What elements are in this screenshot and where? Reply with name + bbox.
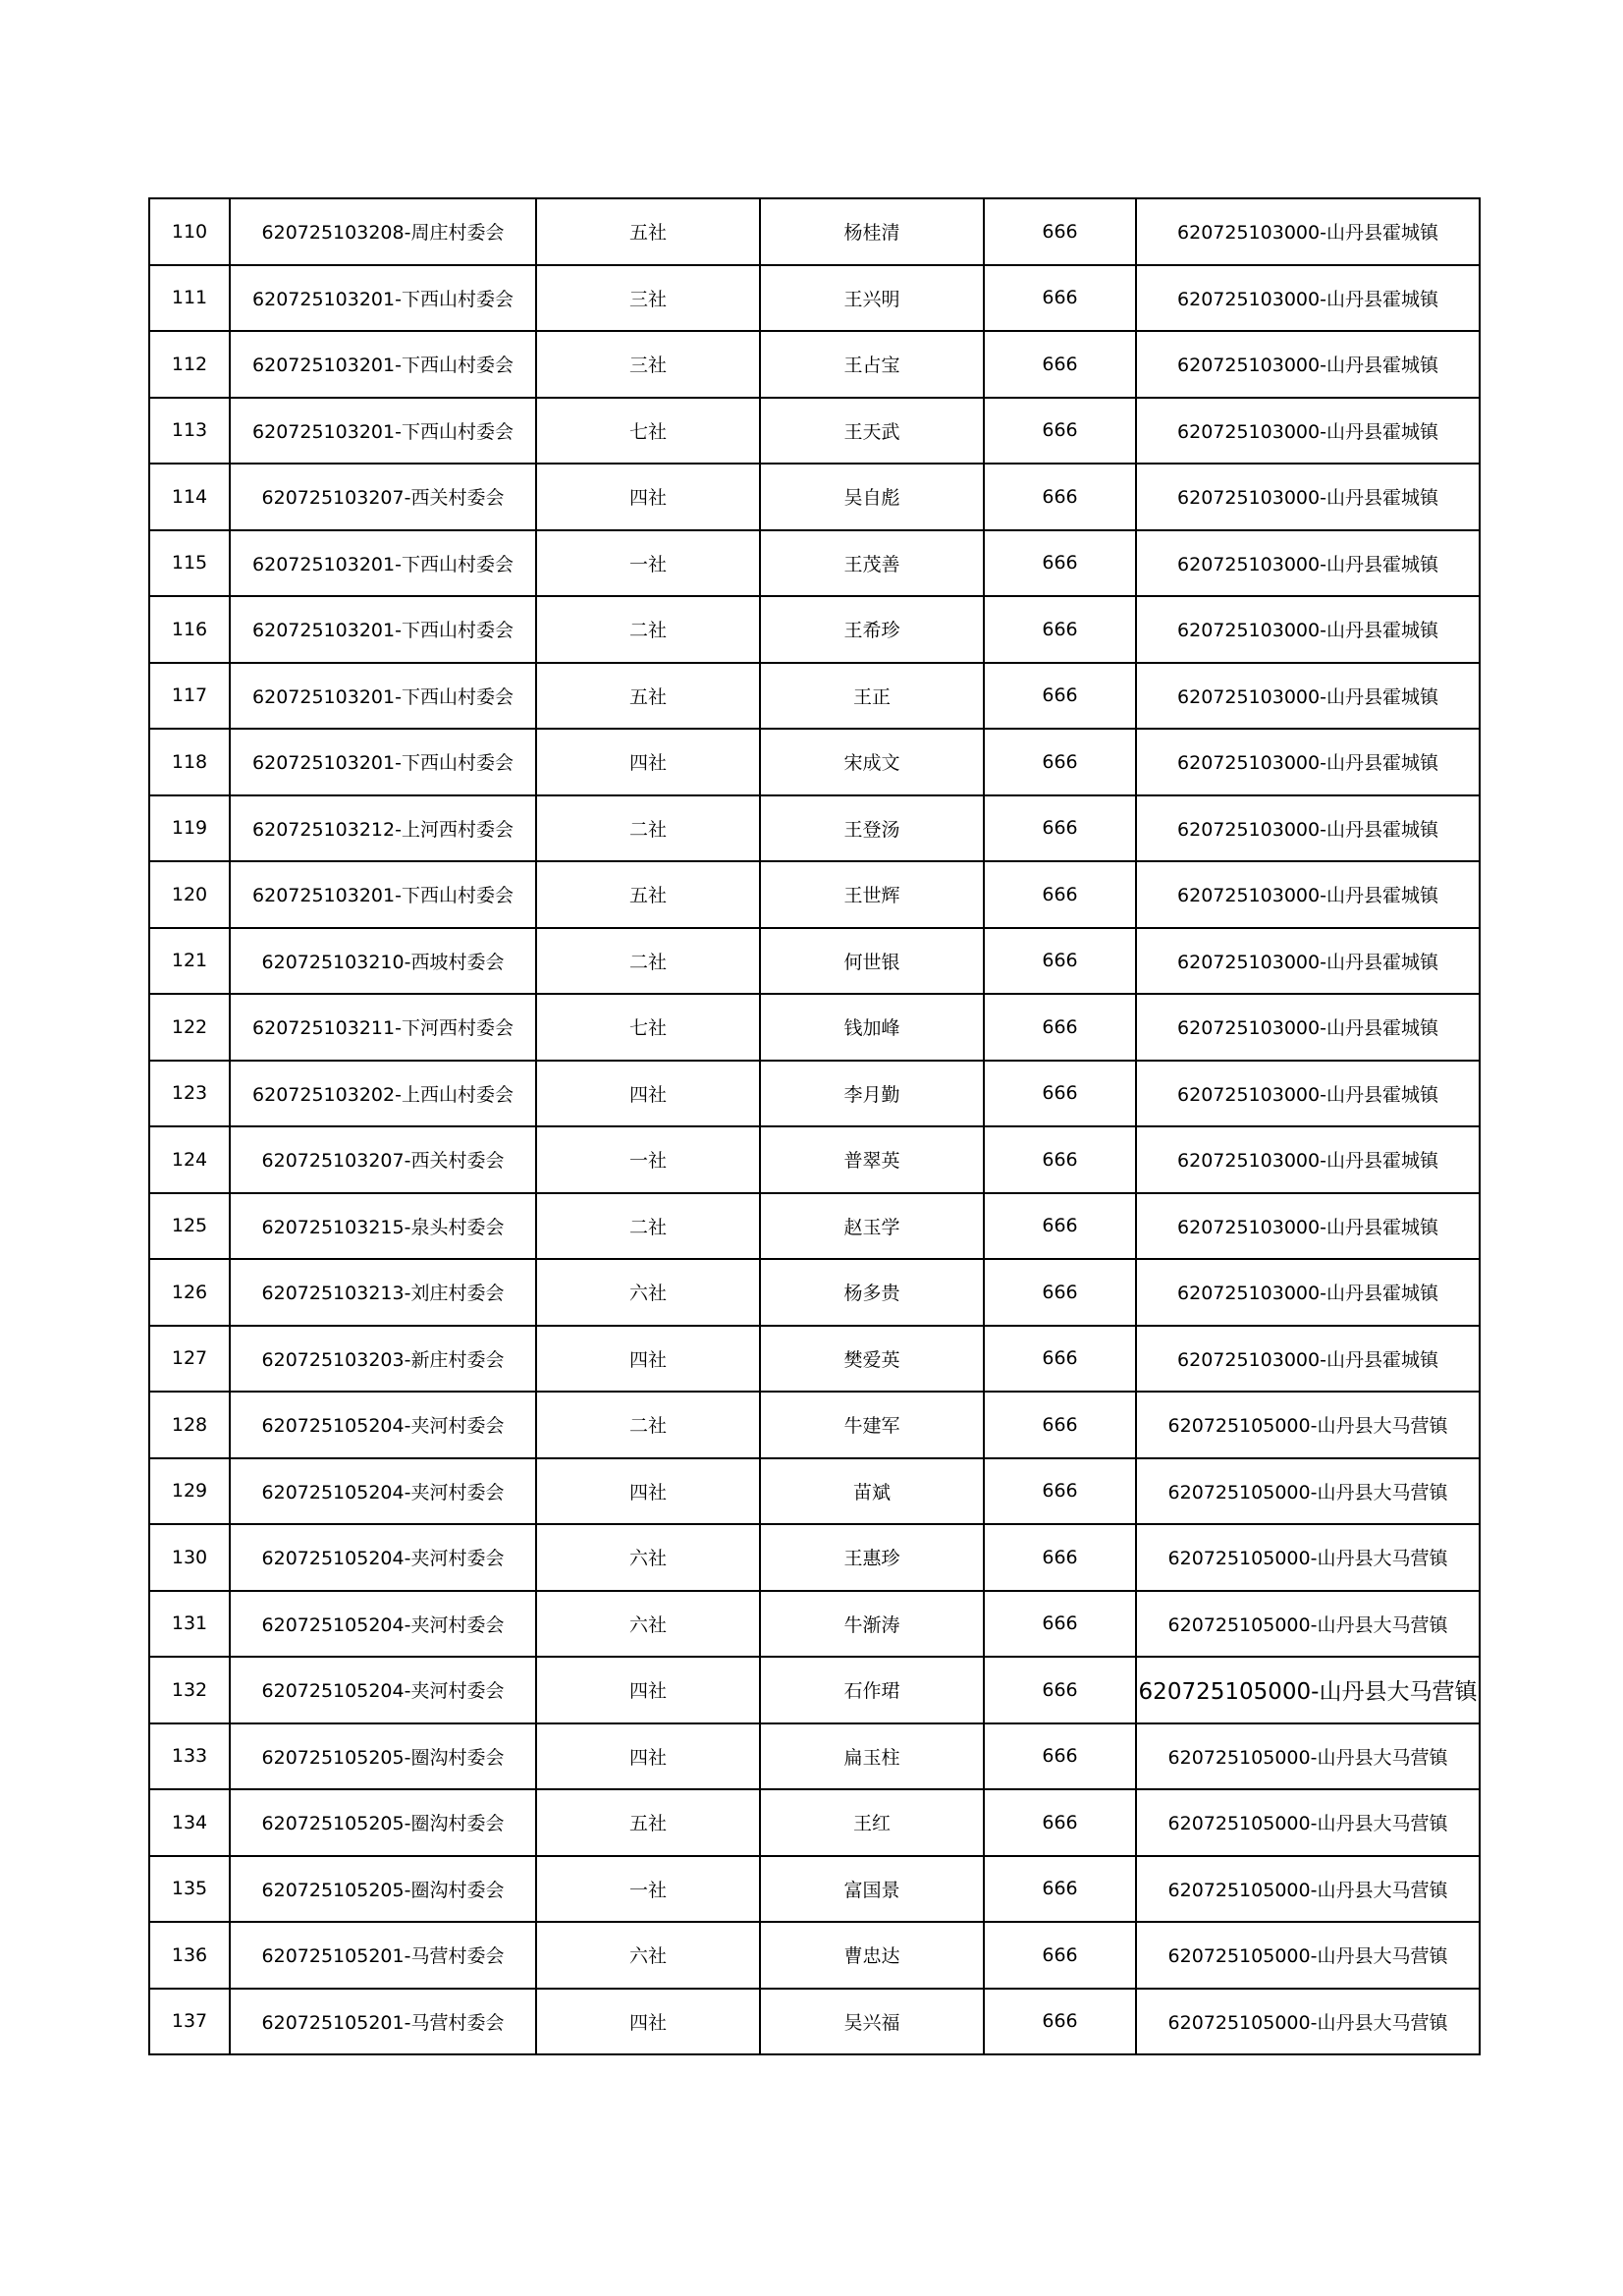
table-row — [149, 398, 1480, 465]
cell-village-committee: 620725105205-圈沟村委会 — [230, 1723, 536, 1790]
cell-village-committee: 620725105204-夹河村委会 — [230, 1524, 536, 1591]
cell-amount: 666 — [984, 795, 1136, 862]
cell-town: 620725103000-山丹县霍城镇 — [1136, 265, 1480, 332]
table-row — [149, 331, 1480, 398]
cell-row-number: 122 — [149, 994, 230, 1061]
table-row — [149, 1524, 1480, 1591]
cell-amount: 666 — [984, 729, 1136, 795]
cell-town: 620725103000-山丹县霍城镇 — [1136, 1126, 1480, 1193]
cell-town: 620725105000-山丹县大马营镇 — [1136, 1657, 1480, 1723]
cell-town: 620725105000-山丹县大马营镇 — [1136, 1392, 1480, 1458]
cell-village-committee: 620725103201-下西山村委会 — [230, 398, 536, 465]
table-row — [149, 1657, 1480, 1723]
cell-row-number: 125 — [149, 1193, 230, 1260]
table-row — [149, 1392, 1480, 1458]
cell-group: 一社 — [536, 530, 760, 597]
cell-village-committee: 620725103201-下西山村委会 — [230, 530, 536, 597]
cell-village-committee: 620725105201-马营村委会 — [230, 1922, 536, 1989]
cell-row-number: 114 — [149, 464, 230, 530]
cell-village-committee: 620725105204-夹河村委会 — [230, 1458, 536, 1525]
table-row — [149, 464, 1480, 530]
cell-amount: 666 — [984, 1392, 1136, 1458]
cell-group: 七社 — [536, 994, 760, 1061]
cell-amount: 666 — [984, 1061, 1136, 1127]
cell-row-number: 117 — [149, 663, 230, 730]
cell-town: 620725103000-山丹县霍城镇 — [1136, 729, 1480, 795]
cell-village-committee: 620725103207-西关村委会 — [230, 464, 536, 530]
cell-row-number: 115 — [149, 530, 230, 597]
table-row — [149, 1259, 1480, 1326]
cell-amount: 666 — [984, 596, 1136, 663]
table-row — [149, 1989, 1480, 2055]
cell-group: 五社 — [536, 663, 760, 730]
cell-town: 620725103000-山丹县霍城镇 — [1136, 795, 1480, 862]
table-row — [149, 265, 1480, 332]
cell-village-committee: 620725103207-西关村委会 — [230, 1126, 536, 1193]
cell-row-number: 112 — [149, 331, 230, 398]
cell-amount: 666 — [984, 1591, 1136, 1658]
cell-row-number: 121 — [149, 928, 230, 995]
cell-village-committee: 620725103201-下西山村委会 — [230, 265, 536, 332]
cell-group: 四社 — [536, 1657, 760, 1723]
cell-town: 620725103000-山丹县霍城镇 — [1136, 1259, 1480, 1326]
cell-amount: 666 — [984, 861, 1136, 928]
cell-town: 620725103000-山丹县霍城镇 — [1136, 530, 1480, 597]
cell-name: 王希珍 — [760, 596, 984, 663]
cell-group: 四社 — [536, 1326, 760, 1393]
table-row — [149, 861, 1480, 928]
table-row — [149, 1922, 1480, 1989]
cell-name: 王正 — [760, 663, 984, 730]
cell-village-committee: 620725103201-下西山村委会 — [230, 331, 536, 398]
roster-table — [148, 197, 1481, 2055]
cell-village-committee: 620725103213-刘庄村委会 — [230, 1259, 536, 1326]
cell-name: 杨多贵 — [760, 1259, 984, 1326]
cell-town: 620725103000-山丹县霍城镇 — [1136, 198, 1480, 265]
cell-row-number: 110 — [149, 198, 230, 265]
cell-name: 赵玉学 — [760, 1193, 984, 1260]
cell-name: 石作珺 — [760, 1657, 984, 1723]
cell-village-committee: 620725103201-下西山村委会 — [230, 729, 536, 795]
cell-name: 王占宝 — [760, 331, 984, 398]
cell-name: 扁玉柱 — [760, 1723, 984, 1790]
cell-town: 620725105000-山丹县大马营镇 — [1136, 1789, 1480, 1856]
cell-row-number: 119 — [149, 795, 230, 862]
cell-group: 七社 — [536, 398, 760, 465]
cell-town: 620725103000-山丹县霍城镇 — [1136, 663, 1480, 730]
cell-amount: 666 — [984, 663, 1136, 730]
cell-amount: 666 — [984, 398, 1136, 465]
cell-amount: 666 — [984, 1259, 1136, 1326]
cell-amount: 666 — [984, 464, 1136, 530]
table-row — [149, 994, 1480, 1061]
cell-village-committee: 620725105201-马营村委会 — [230, 1989, 536, 2055]
cell-name: 王兴明 — [760, 265, 984, 332]
cell-town: 620725103000-山丹县霍城镇 — [1136, 928, 1480, 995]
cell-name: 宋成文 — [760, 729, 984, 795]
table-row — [149, 198, 1480, 265]
cell-amount: 666 — [984, 1326, 1136, 1393]
cell-row-number: 113 — [149, 398, 230, 465]
roster-table-container — [148, 197, 1479, 2055]
cell-town: 620725103000-山丹县霍城镇 — [1136, 398, 1480, 465]
cell-village-committee: 620725105204-夹河村委会 — [230, 1657, 536, 1723]
cell-name: 樊爱英 — [760, 1326, 984, 1393]
cell-amount: 666 — [984, 265, 1136, 332]
cell-name: 王登汤 — [760, 795, 984, 862]
cell-group: 五社 — [536, 861, 760, 928]
cell-village-committee: 620725103211-下河西村委会 — [230, 994, 536, 1061]
table-row — [149, 928, 1480, 995]
cell-row-number: 111 — [149, 265, 230, 332]
cell-amount: 666 — [984, 1524, 1136, 1591]
cell-group: 四社 — [536, 1989, 760, 2055]
cell-group: 六社 — [536, 1591, 760, 1658]
cell-name: 王世辉 — [760, 861, 984, 928]
table-row — [149, 596, 1480, 663]
cell-town: 620725103000-山丹县霍城镇 — [1136, 1193, 1480, 1260]
cell-group: 二社 — [536, 1392, 760, 1458]
cell-row-number: 127 — [149, 1326, 230, 1393]
cell-village-committee: 620725103212-上河西村委会 — [230, 795, 536, 862]
cell-town: 620725105000-山丹县大马营镇 — [1136, 1922, 1480, 1989]
cell-group: 二社 — [536, 928, 760, 995]
table-row — [149, 1061, 1480, 1127]
cell-group: 二社 — [536, 795, 760, 862]
cell-amount: 666 — [984, 331, 1136, 398]
cell-village-committee: 620725103215-泉头村委会 — [230, 1193, 536, 1260]
cell-row-number: 120 — [149, 861, 230, 928]
cell-group: 四社 — [536, 1458, 760, 1525]
cell-name: 普翠英 — [760, 1126, 984, 1193]
cell-group: 三社 — [536, 265, 760, 332]
table-row — [149, 1856, 1480, 1923]
cell-amount: 666 — [984, 1458, 1136, 1525]
cell-town: 620725105000-山丹县大马营镇 — [1136, 1856, 1480, 1923]
cell-row-number: 129 — [149, 1458, 230, 1525]
cell-town: 620725105000-山丹县大马营镇 — [1136, 1723, 1480, 1790]
cell-amount: 666 — [984, 1922, 1136, 1989]
cell-village-committee: 620725103203-新庄村委会 — [230, 1326, 536, 1393]
table-row — [149, 1326, 1480, 1393]
cell-village-committee: 620725103208-周庄村委会 — [230, 198, 536, 265]
cell-name: 李月勤 — [760, 1061, 984, 1127]
cell-town: 620725105000-山丹县大马营镇 — [1136, 1989, 1480, 2055]
cell-town: 620725103000-山丹县霍城镇 — [1136, 994, 1480, 1061]
cell-town: 620725103000-山丹县霍城镇 — [1136, 1326, 1480, 1393]
cell-row-number: 123 — [149, 1061, 230, 1127]
cell-name: 富国景 — [760, 1856, 984, 1923]
cell-group: 一社 — [536, 1856, 760, 1923]
cell-town: 620725103000-山丹县霍城镇 — [1136, 1061, 1480, 1127]
table-row — [149, 1591, 1480, 1658]
cell-group: 六社 — [536, 1922, 760, 1989]
cell-amount: 666 — [984, 1723, 1136, 1790]
cell-group: 二社 — [536, 1193, 760, 1260]
cell-row-number: 135 — [149, 1856, 230, 1923]
cell-amount: 666 — [984, 1193, 1136, 1260]
cell-group: 一社 — [536, 1126, 760, 1193]
table-row — [149, 1193, 1480, 1260]
cell-group: 二社 — [536, 596, 760, 663]
cell-group: 四社 — [536, 1061, 760, 1127]
table-row — [149, 1458, 1480, 1525]
cell-group: 五社 — [536, 1789, 760, 1856]
cell-row-number: 137 — [149, 1989, 230, 2055]
cell-village-committee: 620725105205-圈沟村委会 — [230, 1789, 536, 1856]
cell-row-number: 128 — [149, 1392, 230, 1458]
cell-name: 钱加峰 — [760, 994, 984, 1061]
cell-village-committee: 620725103201-下西山村委会 — [230, 596, 536, 663]
cell-name: 王天武 — [760, 398, 984, 465]
cell-name: 吴兴福 — [760, 1989, 984, 2055]
cell-row-number: 124 — [149, 1126, 230, 1193]
cell-row-number: 118 — [149, 729, 230, 795]
cell-town: 620725105000-山丹县大马营镇 — [1136, 1458, 1480, 1525]
cell-amount: 666 — [984, 1789, 1136, 1856]
cell-town: 620725103000-山丹县霍城镇 — [1136, 861, 1480, 928]
cell-row-number: 132 — [149, 1657, 230, 1723]
cell-name: 曹忠达 — [760, 1922, 984, 1989]
cell-amount: 666 — [984, 530, 1136, 597]
cell-name: 牛建军 — [760, 1392, 984, 1458]
cell-town: 620725103000-山丹县霍城镇 — [1136, 331, 1480, 398]
cell-row-number: 126 — [149, 1259, 230, 1326]
cell-group: 四社 — [536, 464, 760, 530]
cell-village-committee: 620725105204-夹河村委会 — [230, 1392, 536, 1458]
cell-group: 六社 — [536, 1524, 760, 1591]
cell-row-number: 131 — [149, 1591, 230, 1658]
cell-group: 六社 — [536, 1259, 760, 1326]
cell-amount: 666 — [984, 198, 1136, 265]
cell-row-number: 130 — [149, 1524, 230, 1591]
cell-amount: 666 — [984, 994, 1136, 1061]
cell-row-number: 133 — [149, 1723, 230, 1790]
cell-group: 五社 — [536, 198, 760, 265]
cell-amount: 666 — [984, 1657, 1136, 1723]
table-row — [149, 1789, 1480, 1856]
cell-name: 吴自彪 — [760, 464, 984, 530]
cell-group: 三社 — [536, 331, 760, 398]
cell-name: 牛渐涛 — [760, 1591, 984, 1658]
table-row — [149, 1126, 1480, 1193]
table-row — [149, 1723, 1480, 1790]
cell-amount: 666 — [984, 928, 1136, 995]
roster-table-body — [149, 198, 1480, 2054]
cell-name: 杨桂清 — [760, 198, 984, 265]
cell-name: 王茂善 — [760, 530, 984, 597]
cell-village-committee: 620725105205-圈沟村委会 — [230, 1856, 536, 1923]
cell-row-number: 136 — [149, 1922, 230, 1989]
cell-amount: 666 — [984, 1126, 1136, 1193]
cell-group: 四社 — [536, 1723, 760, 1790]
cell-amount: 666 — [984, 1989, 1136, 2055]
cell-amount: 666 — [984, 1856, 1136, 1923]
table-row — [149, 729, 1480, 795]
cell-village-committee: 620725103201-下西山村委会 — [230, 663, 536, 730]
cell-village-committee: 620725103202-上西山村委会 — [230, 1061, 536, 1127]
cell-group: 四社 — [536, 729, 760, 795]
cell-town: 620725103000-山丹县霍城镇 — [1136, 596, 1480, 663]
cell-row-number: 134 — [149, 1789, 230, 1856]
cell-name: 王惠珍 — [760, 1524, 984, 1591]
table-row — [149, 530, 1480, 597]
cell-name: 王红 — [760, 1789, 984, 1856]
cell-name: 何世银 — [760, 928, 984, 995]
table-row — [149, 663, 1480, 730]
cell-town: 620725105000-山丹县大马营镇 — [1136, 1524, 1480, 1591]
cell-village-committee: 620725103201-下西山村委会 — [230, 861, 536, 928]
cell-town: 620725103000-山丹县霍城镇 — [1136, 464, 1480, 530]
cell-row-number: 116 — [149, 596, 230, 663]
table-row — [149, 795, 1480, 862]
cell-town: 620725105000-山丹县大马营镇 — [1136, 1591, 1480, 1658]
cell-village-committee: 620725105204-夹河村委会 — [230, 1591, 536, 1658]
cell-name: 苗斌 — [760, 1458, 984, 1525]
cell-village-committee: 620725103210-西坡村委会 — [230, 928, 536, 995]
